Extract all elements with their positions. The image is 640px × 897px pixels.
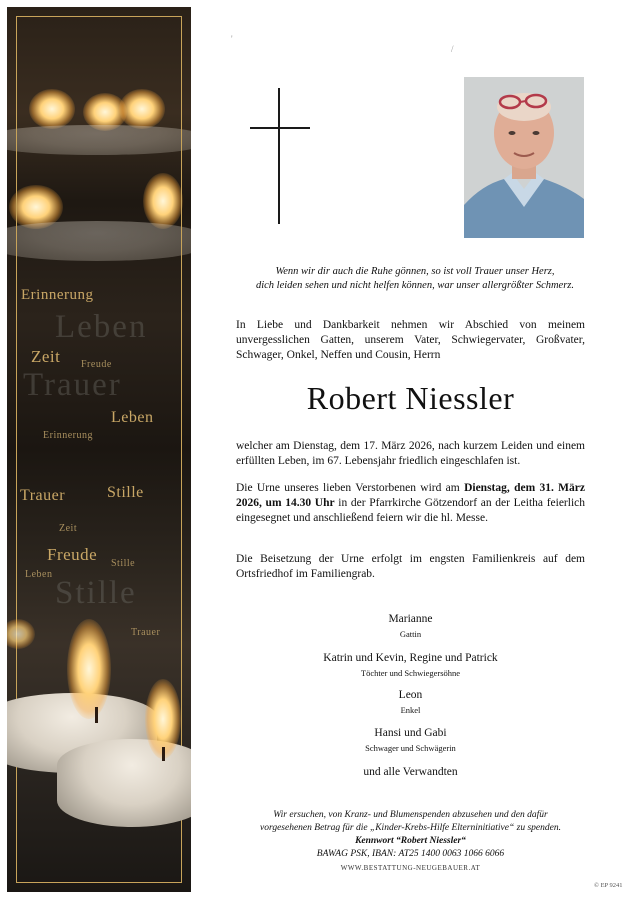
panel-word: Zeit: [59, 523, 78, 534]
panel-word: Trauer: [23, 367, 122, 403]
donation-notice: [236, 809, 585, 861]
quote-line: dich leiden sehen und nicht helfen können, war unser allergrößter Schmerz.: [255, 280, 575, 291]
mourner-role: Enkel: [400, 705, 421, 715]
scan-mark: ': [231, 34, 233, 44]
panel-word: Leben: [55, 309, 148, 345]
panel-word: Stille: [111, 558, 136, 569]
mourner-name: Marianne: [388, 613, 433, 625]
donation-line: vorgesehenen Betrag für die „Kinder-Krebs-Hilfe Elterninitiative“ zu spenden.: [260, 823, 561, 833]
mourner-role: Schwager und Schwägerin: [365, 743, 456, 753]
mourner-name: Hansi und Gabi: [374, 727, 447, 739]
donation-line: Wir ersuchen, von Kranz- und Blumenspenden abzusehen und den dafür: [273, 810, 548, 820]
quote-line: Wenn wir dir auch die Ruhe gönnen, so ist voll Trauer unser Herz,: [275, 266, 555, 277]
panel-word: Trauer: [131, 627, 161, 638]
template-code: © EP 9241: [594, 882, 623, 889]
panel-word: Leben: [111, 409, 154, 426]
portrait-photo: [464, 77, 584, 238]
mourner-name: Leon: [398, 689, 423, 701]
mourner-name: Katrin und Kevin, Regine und Patrick: [323, 652, 498, 664]
scan-mark: /: [451, 44, 454, 54]
mourner-role: Töchter und Schwiegersöhne: [360, 668, 461, 678]
candle-flame: [67, 619, 111, 719]
ceremony-text: in der Pfarrkirche Götzendorf an der Leitha feierlich eingesegnet und anschließend feiern wir die hl. Messe.: [236, 497, 586, 524]
panel-word: Trauer: [20, 487, 66, 504]
candle-wick: [95, 707, 98, 723]
ceremony-text: Die Urne unseres lieben Verstorbenen wird am: [236, 482, 465, 494]
burial-paragraph: Die Beisetzung der Urne erfolgt im engsten Familienkreis auf dem Ortsfriedhof im Familiengrab.: [236, 553, 585, 580]
funeral-home-website: WWW.BESTATTUNG-NEUGEBAUER.AT: [340, 864, 481, 872]
decorative-candle-panel: [7, 7, 191, 892]
panel-word: Leben: [25, 569, 53, 580]
mourner-role: Gattin: [399, 629, 422, 639]
panel-word: Stille: [55, 575, 137, 611]
panel-word: Freude: [81, 359, 112, 370]
deceased-name: Robert Niessler: [306, 380, 515, 416]
donation-keyword: Kennwort “Robert Niessler“: [355, 836, 466, 846]
donation-iban: BAWAG PSK, IBAN: AT25 1400 0063 1066 6066: [316, 849, 505, 859]
intro-paragraph: In Liebe und Dankbarkeit nehmen wir Abschied von meinem unvergesslichen Gatten, unserem Vater, Schwiegervater, Großvater, Schwager, Onkel, Neffen und Cousin, Herrn: [236, 319, 585, 361]
panel-word: Freude: [47, 545, 98, 564]
relatives-line: und alle Verwandten: [363, 766, 458, 778]
ceremony-paragraph: [236, 481, 585, 526]
panel-word: Erinnerung: [21, 287, 94, 303]
ceremony-date: Dienstag, dem 31. März 2026, um 14.30 Uhr: [236, 482, 585, 509]
death-notice-paragraph: welcher am Dienstag, dem 17. März 2026, nach kurzem Leiden und einem erfüllten Leben, im 67. Lebensjahr friedlich eingeschlafen ist.: [236, 440, 585, 467]
candle-wick: [162, 747, 165, 761]
panel-word: Stille: [107, 484, 144, 501]
memorial-quote: [228, 265, 602, 293]
panel-word: Erinnerung: [43, 430, 93, 441]
panel-word: Zeit: [31, 347, 61, 366]
